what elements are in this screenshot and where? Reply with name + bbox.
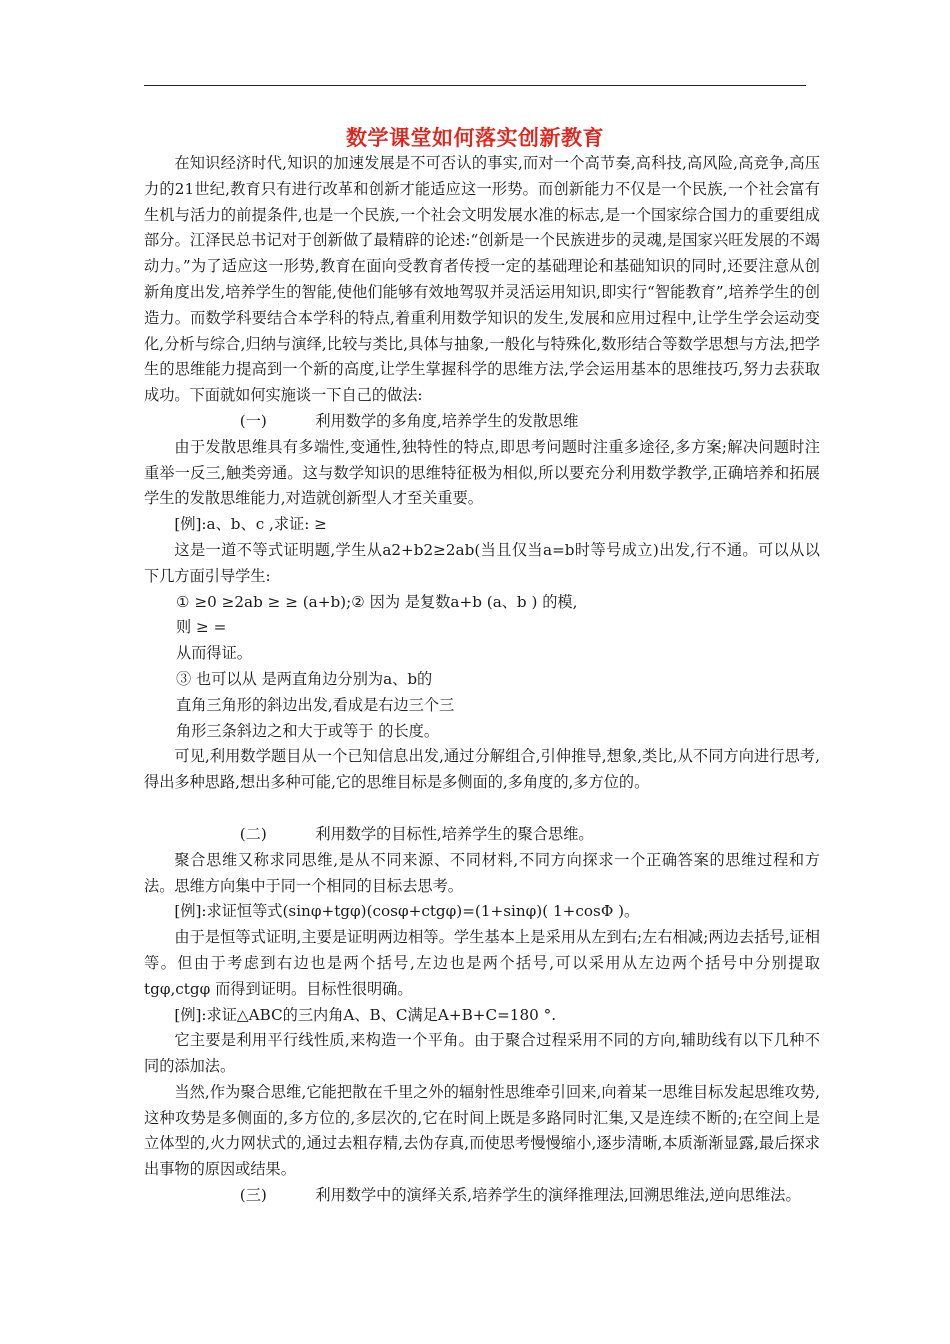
section-2-heading <box>144 822 820 848</box>
section-2-number: (二) <box>239 824 267 843</box>
header-rule <box>144 85 806 86</box>
section-2-paragraph-3: 它主要是利用平行线性质,来构造一个平角。由于聚合过程采用不同的方向,辅助线有以下几种不同的添加法。 <box>144 1031 820 1076</box>
section-2-paragraph-2: 由于是恒等式证明,主要是证明两边相等。学生基本上是采用从左到右;左右相减;两边去括号,证相等。但由于考虑到右边也是两个括号,左边也是两个括号,可以采用从左边两个括号中分别提取tgφ,ctgφ 而得到证明。目标性很明确。 <box>144 928 820 998</box>
section-2-paragraph-1: 聚合思维又称求同思维,是从不同来源、不同材料,不同方向探求一个正确答案的思维过程和方法。思维方向集中于同一个相同的目标去思考。 <box>144 850 820 895</box>
section-3-heading <box>144 1183 820 1209</box>
section-1-paragraph-2: 这是一道不等式证明题,学生从a2+b2≥2ab(当且仅当a=b时等号成立)出发,行不通。可以从以下几方面引导学生: <box>144 540 820 585</box>
intro-paragraph: 在知识经济时代,知识的加速发展是不可否认的事实,而对一个高节奏,高科技,高风险,高竞争,高压力的21世纪,教育只有进行改革和创新才能适应这一形势。而创新能力不仅是一个民族,一个社会富有生机与活力的前提条件,也是一个民族,一个社会文明发展水准的标志,是一个国家综合国力的重要组成部分。江泽民总书记对于创新做了最精辟的论述:“创新是一个民族进步的灵魂,是国家兴旺发展的不竭动力。”为了适应这一形势,教育在面向受教育者传授一定的基础理论和基础知识的同时,还要注意从创新角度出发,培养学生的智能,使他们能够有效地驾驭并灵活运用知识,即实行“智能教育”,培养学生的创造力。而数学科要结合本学科的特点,着重利用数学知识的发生,发展和应用过程中,让学生学会运动变化,分析与综合,归纳与演绎,比较与类比,具体与抽象,一般化与特殊化,数形结合等数学思想与方法,把学生的思维能力提高到一个新的高度,让学生掌握科学的思维方法,学会运用基本的思维技巧,努力去获取成功。下面就如何实施谈一下自己的做法: <box>144 154 820 405</box>
section-2-title: 利用数学的目标性,培养学生的聚合思维。 <box>315 824 594 843</box>
section-2-example-2: [例]:求证△ABC的三内角A、B、C满足A+B+C=180 °. <box>174 1005 557 1024</box>
section-1-line-2: 则 ≥ = <box>176 618 227 637</box>
section-3-title: 利用数学中的演绎关系,培养学生的演绎推理法,回溯思维法,逆向思维法。 <box>315 1186 801 1205</box>
section-1-heading <box>144 409 820 435</box>
section-gap <box>144 796 820 822</box>
section-1-number: (一) <box>239 411 267 430</box>
section-1-line-5: 直角三角形的斜边出发,看成是右边三个三 <box>176 695 455 714</box>
section-3-number: (三) <box>239 1186 267 1205</box>
page-title: 数学课堂如何落实创新教育 <box>346 125 604 150</box>
section-1-line-1: ① ≥0 ≥2ab ≥ ≥ (a+b);② 因为 是复数a+b (a、b ) 的模, <box>176 592 578 611</box>
section-1-example: [例]:a、b、c ,求证: ≥ <box>174 515 327 534</box>
section-2-example-1: [例]:求证恒等式(sinφ+tgφ)(cosφ+ctgφ)=(1+sinφ)( 1+cosΦ )。 <box>174 902 640 921</box>
section-1-line-6: 角形三条斜边之和大于或等于 的长度。 <box>176 721 440 740</box>
section-1-line-4: ③ 也可以从 是两直角边分别为a、b的 <box>176 669 433 688</box>
section-1-paragraph-1: 由于发散思维具有多端性,变通性,独特性的特点,即思考问题时注重多途径,多方案;解决问题时注重举一反三,触类旁通。这与数学知识的思维特征极为相似,所以要充分利用数学教学,正确培养和拓展学生的发散思维能力,对造就创新型人才至关重要。 <box>144 437 820 508</box>
section-1-line-3: 从而得证。 <box>176 644 252 663</box>
document-body <box>144 151 820 1209</box>
section-2-paragraph-4: 当然,作为聚合思维,它能把散在千里之外的辐射性思维牵引回来,向着某一思维目标发起思维攻势,这种攻势是多侧面的,多方位的,多层次的,它在时间上既是多路同时汇集,又是连续不断的;在空间上是立体型的,火力网状式的,通过去粗存精,去伪存真,而使思考慢慢缩小,逐步清晰,本质渐渐显露,最后探求出事物的原因或结果。 <box>144 1082 820 1179</box>
section-1-title: 利用数学的多角度,培养学生的发散思维 <box>315 411 579 430</box>
section-1-paragraph-3: 可见,利用数学题目从一个已知信息出发,通过分解组合,引伸推导,想象,类比,从不同方向进行思考,得出多种思路,想出多种可能,它的思维目标是多侧面的,多角度的,多方位的。 <box>144 747 820 792</box>
